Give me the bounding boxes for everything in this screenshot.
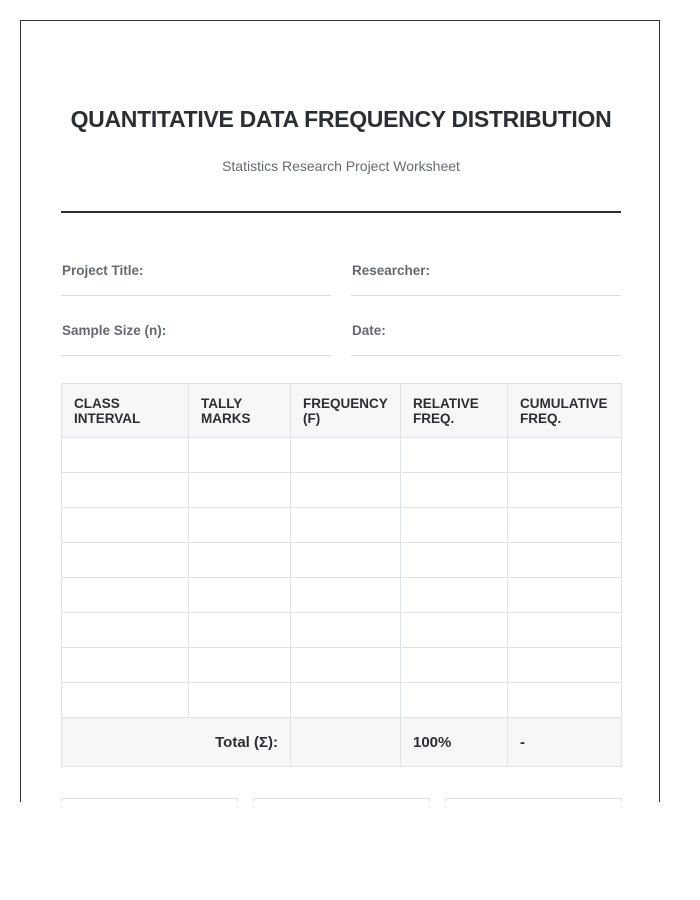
cell[interactable]	[291, 648, 401, 683]
cell[interactable]	[508, 543, 622, 578]
date-label: Date:	[352, 323, 386, 338]
summary-box-2	[253, 798, 430, 802]
cell[interactable]	[62, 613, 189, 648]
cell[interactable]	[508, 508, 622, 543]
cell[interactable]	[401, 438, 508, 473]
date-field[interactable]	[351, 323, 621, 356]
cell[interactable]	[62, 648, 189, 683]
cell[interactable]	[508, 473, 622, 508]
page-title: QUANTITATIVE DATA FREQUENCY DISTRIBUTION	[70, 106, 612, 132]
table-row	[62, 543, 622, 578]
cell[interactable]	[401, 543, 508, 578]
header-tally-marks: TALLY MARKS	[189, 384, 291, 438]
cell[interactable]	[508, 613, 622, 648]
table-row	[62, 508, 622, 543]
summary-box-1	[61, 798, 238, 802]
cell[interactable]	[189, 578, 291, 613]
cell[interactable]	[189, 613, 291, 648]
cell[interactable]	[291, 543, 401, 578]
page-subtitle: Statistics Research Project Worksheet	[222, 158, 460, 174]
cell[interactable]	[189, 683, 291, 718]
header-cumulative-freq: CUMULATIVE FREQ.	[508, 384, 622, 438]
table-row	[62, 648, 622, 683]
header-frequency: FREQUENCY (F)	[291, 384, 401, 438]
table-header-row	[62, 384, 622, 438]
title-divider	[61, 211, 621, 213]
frequency-table	[61, 383, 622, 767]
table-row	[62, 438, 622, 473]
cell[interactable]	[401, 508, 508, 543]
cell[interactable]	[189, 648, 291, 683]
cell[interactable]	[62, 543, 189, 578]
total-label: Total (Σ):	[62, 718, 291, 767]
cell[interactable]	[291, 508, 401, 543]
total-row	[62, 718, 622, 767]
sample-size-label: Sample Size (n):	[62, 323, 167, 338]
cell[interactable]	[508, 438, 622, 473]
table-row	[62, 578, 622, 613]
researcher-field[interactable]	[351, 263, 621, 296]
cell[interactable]	[62, 473, 189, 508]
header-relative-freq: RELATIVE FREQ.	[401, 384, 508, 438]
cell[interactable]	[401, 473, 508, 508]
cell[interactable]	[291, 578, 401, 613]
table-row	[62, 613, 622, 648]
cell[interactable]	[401, 648, 508, 683]
cell[interactable]	[62, 508, 189, 543]
cell[interactable]	[189, 473, 291, 508]
cell[interactable]	[62, 683, 189, 718]
cell[interactable]	[291, 683, 401, 718]
cell[interactable]	[189, 508, 291, 543]
project-title-label: Project Title:	[62, 263, 144, 278]
table-row	[62, 473, 622, 508]
cell[interactable]	[291, 473, 401, 508]
total-relative-freq: 100%	[401, 718, 508, 767]
sample-size-field[interactable]	[61, 323, 331, 356]
worksheet-page	[20, 20, 660, 802]
cell[interactable]	[62, 438, 189, 473]
total-cumulative-freq: -	[508, 718, 622, 767]
cell[interactable]	[508, 648, 622, 683]
cell[interactable]	[62, 578, 189, 613]
total-frequency[interactable]	[291, 718, 401, 767]
cell[interactable]	[291, 438, 401, 473]
header-class-interval: CLASS INTERVAL	[62, 384, 189, 438]
table-row	[62, 683, 622, 718]
researcher-label: Researcher:	[352, 263, 431, 278]
project-title-field[interactable]	[61, 263, 331, 296]
summary-box-3	[445, 798, 622, 802]
cell[interactable]	[508, 683, 622, 718]
cell[interactable]	[291, 613, 401, 648]
cell[interactable]	[401, 613, 508, 648]
cell[interactable]	[189, 543, 291, 578]
cell[interactable]	[401, 578, 508, 613]
cell[interactable]	[508, 578, 622, 613]
cell[interactable]	[401, 683, 508, 718]
cell[interactable]	[189, 438, 291, 473]
table-body	[62, 438, 622, 767]
